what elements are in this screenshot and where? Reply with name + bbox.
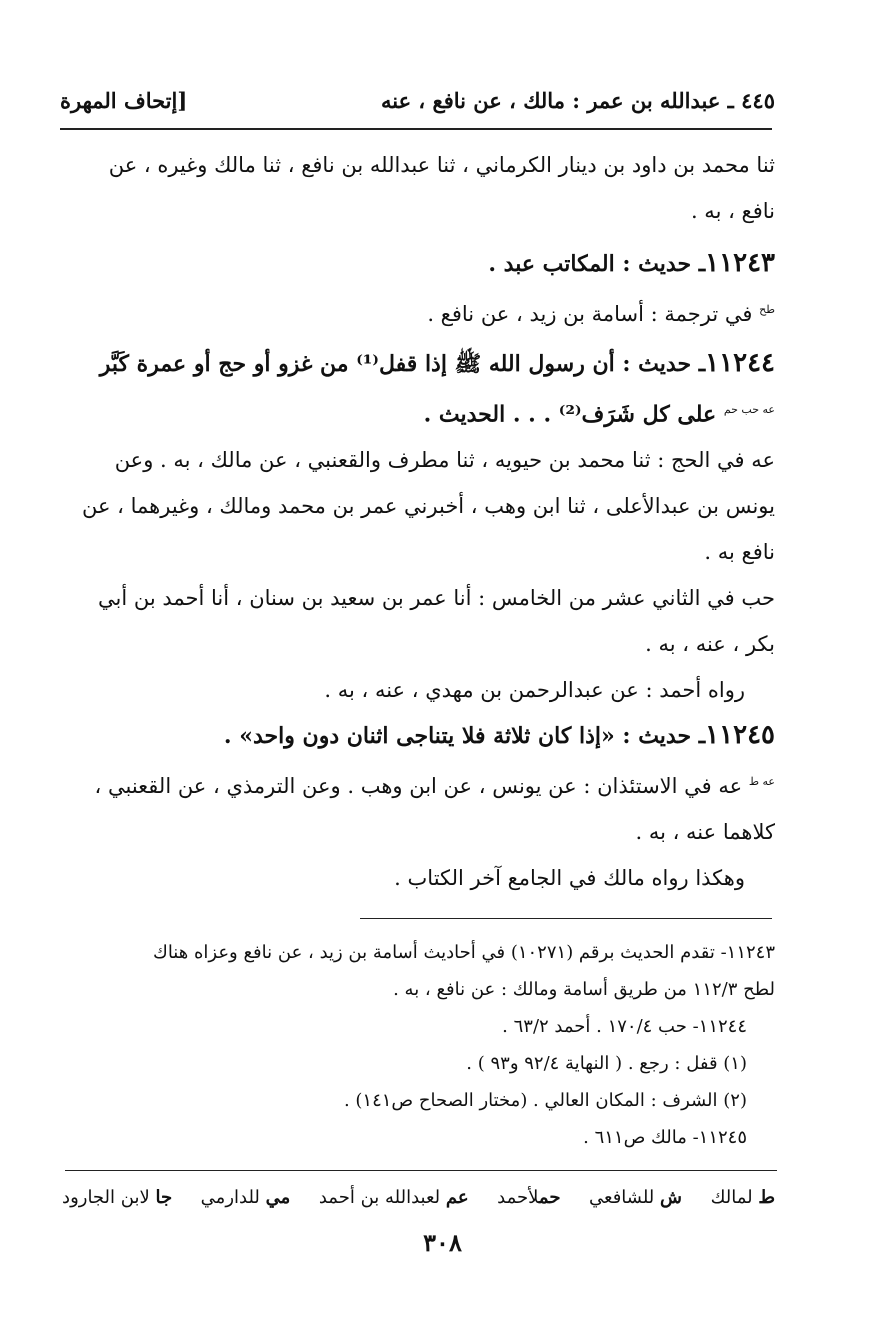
hadith-number: ١١٢٤٥ [705,720,775,750]
text-line: ثنا محمد بن داود بن دينار الكرماني ، ثنا عبدالله بن نافع ، ثنا مالك وغيره ، عن [108,153,775,177]
source-sigla: طح [759,303,775,316]
abbreviation-item: ط لمالك [710,1187,775,1208]
abbreviation-item: ش للشافعي [589,1187,683,1208]
abbreviation-item: جا لابن الجارود [62,1187,173,1208]
hadith-heading [58,340,775,387]
footnotes [58,934,775,1156]
abbreviation-item: حملأحمد [497,1187,561,1208]
text-line: نافع ، به . [690,199,775,223]
header-rule [60,128,772,130]
footnote-rule [360,918,772,919]
text-line [58,759,775,809]
source-sigla: عه حب حم [723,403,775,416]
hadith-11244 [58,340,775,713]
text-line: كلاهما عنه ، به . [635,820,775,844]
hadith-title: ـ حديث : «إذا كان ثلاثة فلا يتناجى اثنان دون واحد» . [223,723,706,749]
text-span: عه في الاستئذان : عن يونس ، عن ابن وهب . وعن الترمذي ، عن القعنبي ، [94,774,743,798]
source-sigla: عه ط [748,775,775,788]
footnote-line: (٢) الشرف : المكان العالي . (مختار الصحاح ص١٤١) . [343,1090,747,1111]
hadith-heading [58,240,775,287]
hadith-body: في ترجمة : أسامة بن زيد ، عن نافع . [427,302,753,326]
text-line: بكر ، عنه ، به . [645,632,775,657]
hadith-11245 [58,712,775,901]
footnote-line: ١١٢٤٤- حب ١٧٠/٤ . أحمد ٦٣/٢ . [502,1016,747,1037]
hadith-heading-cont [58,387,775,437]
abbreviation-legend [62,1180,775,1216]
hadith-title: ـ حديث : المكاتب عبد . [488,251,706,277]
page-number: ٣٠٨ [423,1228,462,1257]
text-line: نافع به . [704,540,775,565]
hadith-number: ١١٢٤٣ [705,248,775,278]
text-line: حب في الثاني عشر من الخامس : أنا عمر بن سعيد بن سنان ، أنا أحمد بن أبي [98,586,775,611]
abbreviation-item: مي للدارمي [200,1187,291,1208]
abbreviation-item: عم لعبدالله بن أحمد [318,1187,469,1208]
hadith-title-cont: على كل شَرَف⁽²⁾ . . . الحديث . [423,401,717,428]
running-header [60,82,775,118]
text-line: رواه أحمد : عن عبدالرحمن بن مهدي ، عنه ، به . [324,678,745,703]
header-chapter-title: ٤٤٥ ـ عبدالله بن عمر : مالك ، عن نافع ، عنه [381,87,775,113]
footnote-line: لطح ١١٢/٣ من طريق أسامة ومالك : عن نافع ، به . [393,979,775,1000]
footnote-line: ١١٢٤٥- مالك ص٦١١ . [583,1127,747,1148]
text-line: وهكذا رواه مالك في الجامع آخر الكتاب . [394,866,745,890]
hadith-heading [58,712,775,759]
text-line: يونس بن عبدالأعلى ، ثنا ابن وهب ، أخبرني عمر بن محمد ومالك ، وغيرهما ، عن [81,494,775,519]
header-book-title: [إتحاف المهرة [60,87,188,113]
footnote-line: ١١٢٤٣- تقدم الحديث برقم (١٠٢٧١) في أحاديث أسامة بن زيد ، عن نافع وعزاه هناك [152,942,775,963]
intro-paragraph [58,142,775,234]
hadith-11243 [58,240,775,337]
abbreviation-rule [65,1170,777,1171]
hadith-number: ١١٢٤٤ [705,348,775,378]
footnote-line: (١) قفل : رجع . ( النهاية ٩٢/٤ و٩٣ ) . [466,1053,747,1074]
hadith-title: ـ حديث : أن رسول الله ﷺ إذا قفل⁽¹⁾ من غزو أو حج أو عمرة كَبَّر [99,351,706,377]
text-line [58,287,775,337]
text-line: عه في الحج : ثنا محمد بن حيويه ، ثنا مطرف والقعنبي ، عن مالك ، به . وعن [114,448,775,473]
